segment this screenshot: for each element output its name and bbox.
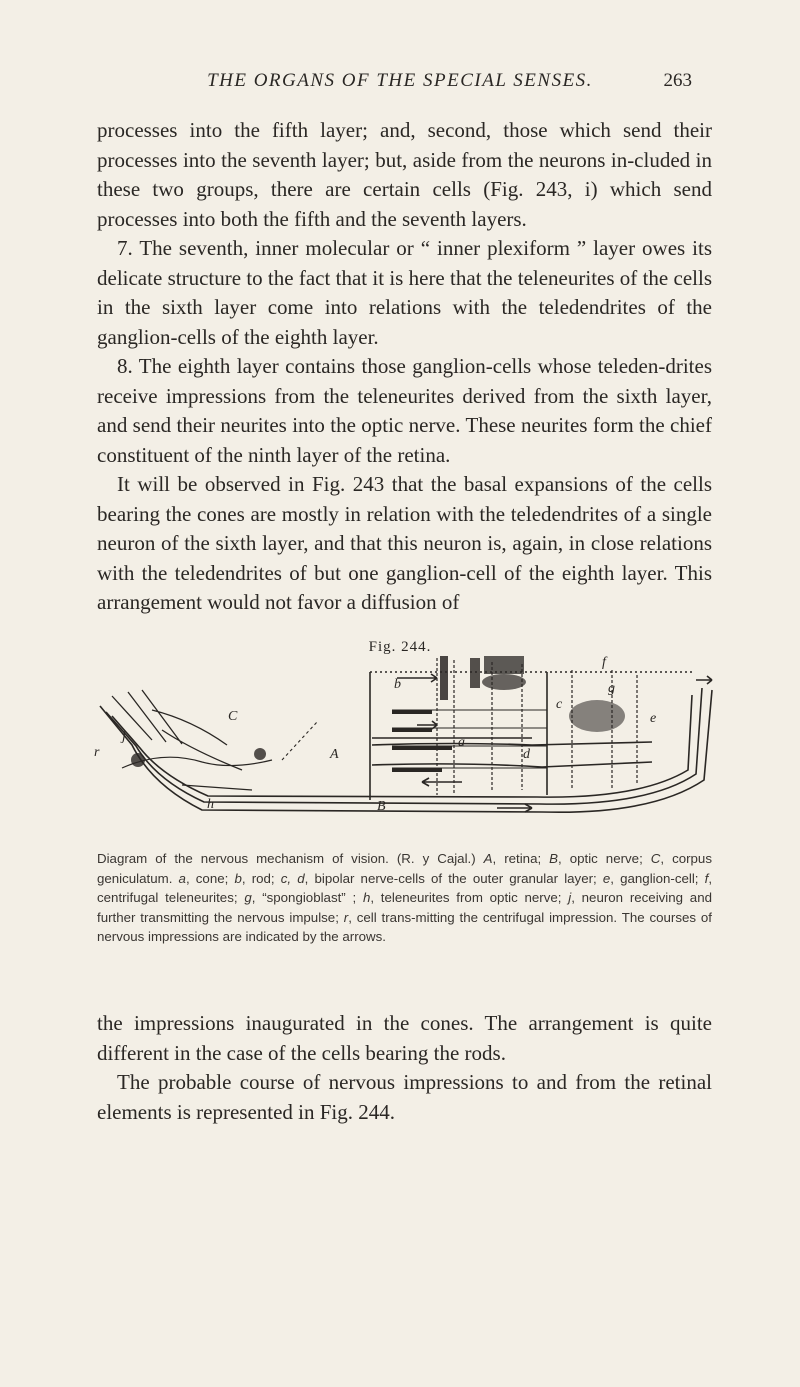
label-c: c (556, 697, 563, 712)
page-number: 263 (663, 70, 692, 91)
label-r: r (94, 745, 100, 760)
label-A: A (330, 747, 339, 762)
paragraph: It will be observed in Fig. 243 that the basal expansions of the cells bearing the cones are mostly in relation with the teledendrites of a single neuron of the sixth layer, and that this neuron is, again, in close relations with the teledendrites of but one ganglion-cell of the eighth layer. This arrangement would not favor a diffusion of (97, 472, 712, 614)
label-f: f (602, 655, 606, 670)
label-a: a (458, 735, 465, 750)
paragraph: The probable course of nervous impressions to and from the retinal elements is represented in Fig. 244. (97, 1070, 712, 1124)
label-C: C (228, 709, 238, 724)
label-h: h (207, 797, 214, 812)
running-title: THE ORGANS OF THE SPECIAL SENSES. (207, 70, 593, 91)
label-b: b (394, 677, 401, 692)
figure-linework (100, 658, 712, 812)
label-B: B (377, 799, 386, 814)
paragraph: 8. The eighth layer contains those ganglion-cells whose teleden-drites receive impressions from the teleneurites derived from the sixth layer, and send their neurites into the optic nerve. These neurites form the chief constituent of the ninth layer of the retina. (97, 354, 712, 467)
paragraph: processes into the fifth layer; and, second, those which send their processes into the seventh layer; but, aside from the neurons in-cluded in these two groups, there are certain cells (Fig. 243, i) which send processes into both the fifth and the seventh layers. (97, 118, 712, 231)
paragraph: the impressions inaugurated in the cones. The arrangement is quite different in the case of the cells bearing the rods. (97, 1011, 712, 1065)
figure-diagram (92, 650, 716, 822)
label-j: j (122, 729, 126, 744)
label-g: g (608, 681, 615, 696)
figure-label: Fig. 244. (368, 639, 432, 655)
label-e: e (650, 711, 657, 726)
running-header (0, 70, 800, 100)
body-text-top (97, 116, 712, 618)
label-d: d (523, 747, 530, 762)
figure-caption: Diagram of the nervous mechanism of vision. (R. y Cajal.) A, retina; B, optic nerve; C, corpus geniculatum. a, cone; b, rod; c, d, bipolar nerve-cells of the outer granular layer; e, ganglion-cell; f, centrifugal teleneurites; g, “spongioblast” ; h, teleneurites from optic nerve; j, neuron receiving and further transmitting the nervous impulse; r, cell trans-mitting the centrifugal impression. The courses of nervous impressions are indicated by the arrows. (97, 851, 713, 945)
paragraph: 7. The seventh, inner molecular or “ inner plexiform ” layer owes its delicate structure to the fact that it is here that the teleneurites of the cells in the sixth layer come into relations with the teledendrites of the ganglion-cells of the eighth layer. (97, 236, 712, 349)
body-text-bottom (97, 1009, 712, 1127)
